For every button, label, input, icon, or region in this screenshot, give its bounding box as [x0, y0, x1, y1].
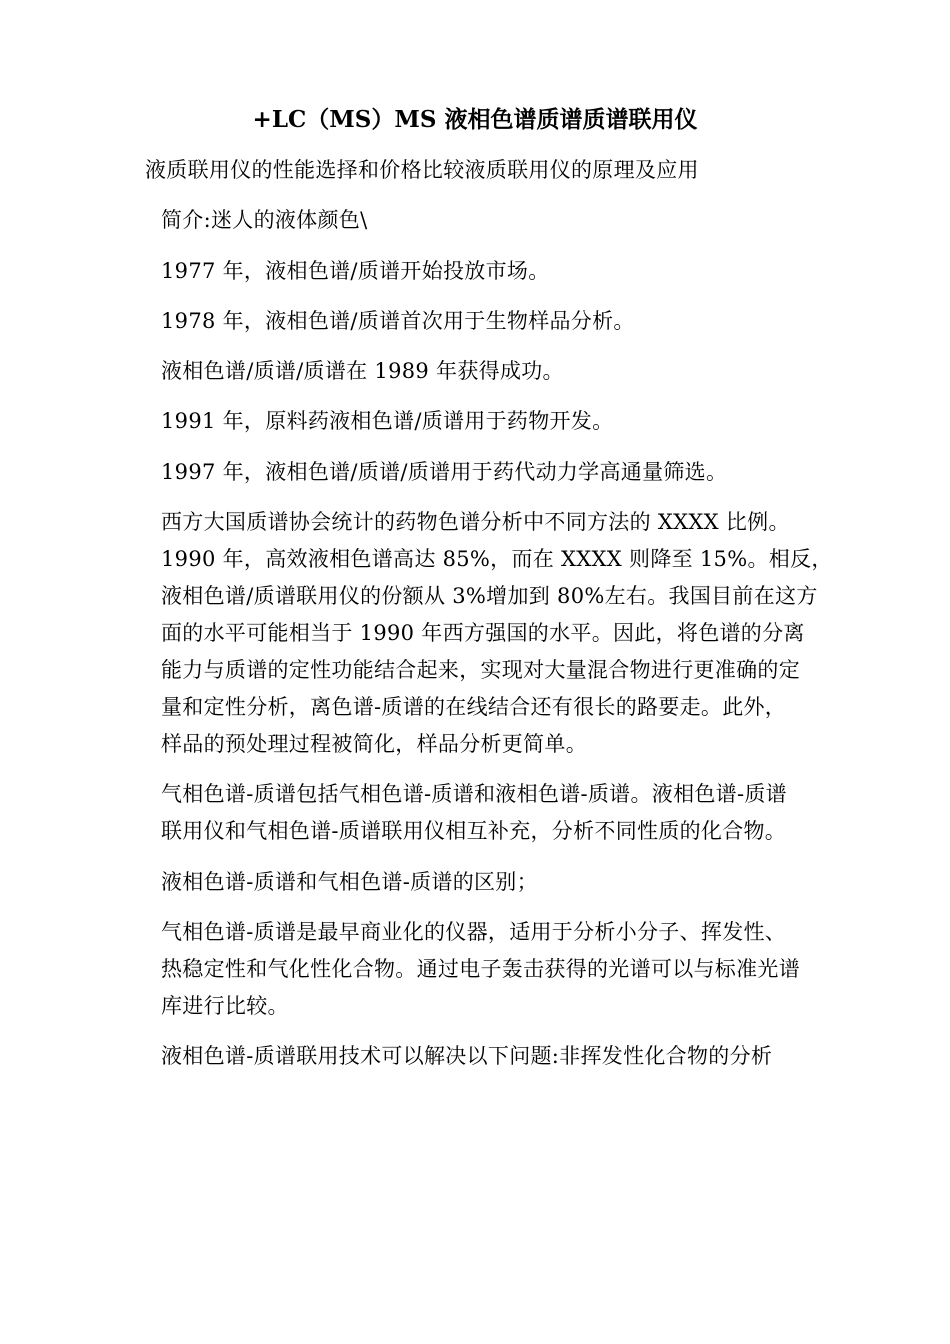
paragraph — [145, 454, 807, 491]
paragraph-line: 西方大国质谱协会统计的药物色谱分析中不同方法的 XXXX 比例。 — [161, 510, 790, 535]
paragraph-line: 面的水平可能相当于 1990 年西方强国的水平。因此，将色谱的分离 — [161, 621, 805, 646]
paragraph-line: 1990 年，高效液相色谱高达 85%，而在 XXXX 则降至 15%。相反， — [161, 547, 833, 572]
document-body — [145, 152, 833, 1075]
paragraph-line: 样品的预处理过程被简化，样品分析更简单。 — [161, 732, 587, 757]
paragraph — [145, 504, 833, 763]
paragraph — [145, 253, 807, 290]
paragraph — [145, 864, 807, 901]
paragraph-line: 简介:迷人的液体颜色\ — [161, 208, 368, 233]
paragraph-line: 1997 年，液相色谱/质谱/质谱用于药代动力学高通量筛选。 — [161, 459, 728, 484]
paragraph-line: 热稳定性和气化性化合物。通过电子轰击获得的光谱可以与标准光谱 — [161, 956, 800, 981]
paragraph-line: 库进行比较。 — [161, 993, 289, 1018]
paragraph-line: 气相色谱-质谱是最早商业化的仪器，适用于分析小分子、挥发性、 — [161, 919, 787, 944]
paragraph — [145, 353, 807, 390]
paragraph-line: 1977 年，液相色谱/质谱开始投放市场。 — [161, 258, 550, 283]
paragraph-line: 液相色谱-质谱和气相色谱-质谱的区别； — [161, 869, 538, 894]
paragraph — [145, 152, 807, 189]
paragraph — [145, 202, 807, 239]
paragraph-line: 液相色谱/质谱联用仪的份额从 3%增加到 80%左右。我国目前在这方 — [161, 584, 818, 609]
paragraph — [145, 303, 807, 340]
paragraph — [145, 776, 807, 850]
paragraph — [145, 403, 807, 440]
paragraph-line: 量和定性分析，离色谱-质谱的在线结合还有很长的路要走。此外， — [161, 695, 787, 720]
paragraph-line: 能力与质谱的定性功能结合起来，实现对大量混合物进行更准确的定 — [161, 658, 800, 683]
paragraph-line: 液相色谱/质谱/质谱在 1989 年获得成功。 — [161, 359, 564, 384]
paragraph — [145, 1038, 807, 1075]
paragraph-line: 液质联用仪的性能选择和价格比较液质联用仪的原理及应用 — [145, 158, 699, 182]
paragraph — [145, 914, 807, 1025]
paragraph-line: 1991 年，原料药液相色谱/质谱用于药物开发。 — [161, 409, 614, 434]
paragraph-line: 液相色谱-质谱联用技术可以解决以下问题:非挥发性化合物的分析 — [161, 1044, 773, 1069]
paragraph-line: 1978 年，液相色谱/质谱首次用于生物样品分析。 — [161, 308, 635, 333]
document-title: +LC（MS）MS 液相色谱质谱质谱联用仪 — [252, 106, 698, 133]
paragraph-line: 联用仪和气相色谱-质谱联用仪相互补充，分析不同性质的化合物。 — [161, 819, 787, 844]
paragraph-line: 气相色谱-质谱包括气相色谱-质谱和液相色谱-质谱。液相色谱-质谱 — [161, 782, 787, 807]
